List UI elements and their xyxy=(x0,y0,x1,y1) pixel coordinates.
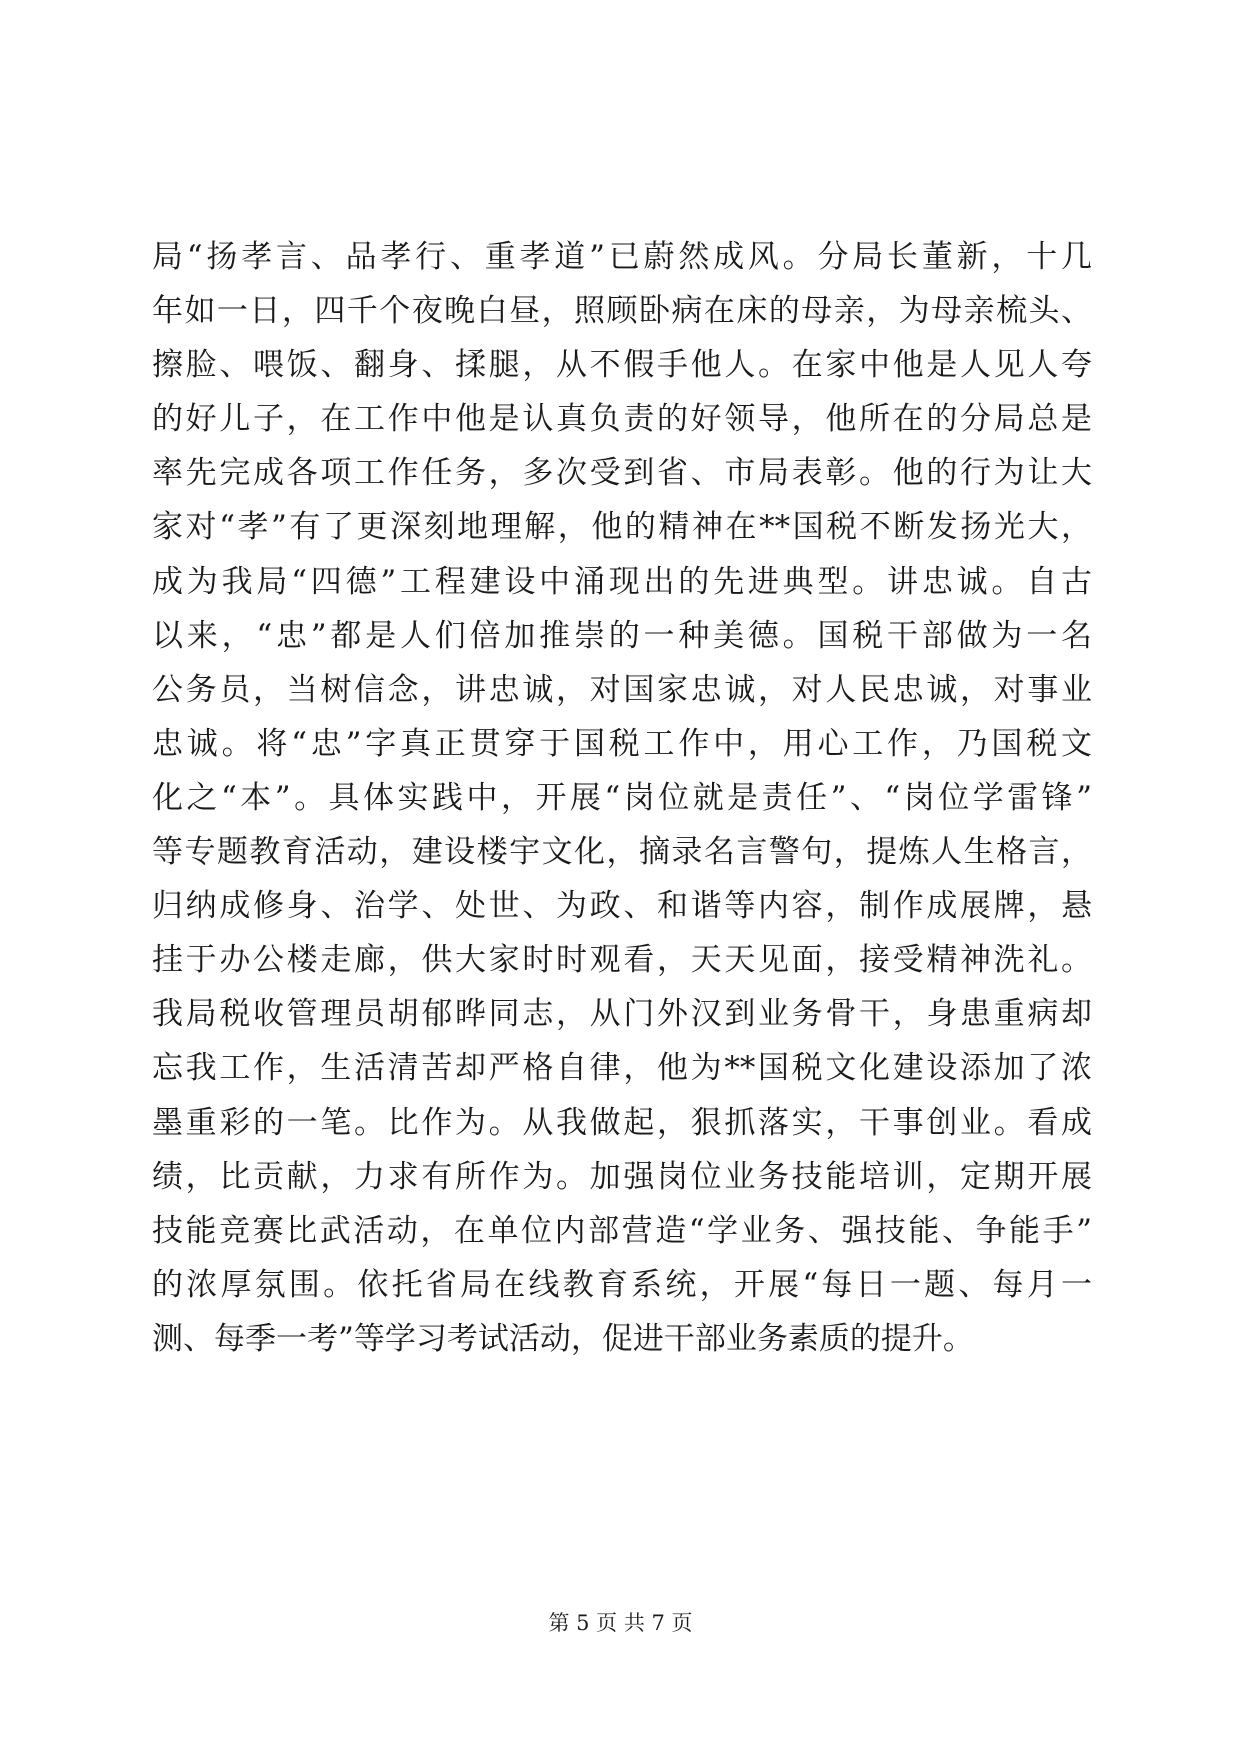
text-line: 技能竞赛比武活动，在单位内部营造“学业务、强技能、争能手” xyxy=(152,1212,1092,1249)
text-line: 等专题教育活动，建设楼宇文化，摘录名言警句，提炼人生格言， xyxy=(152,834,1092,871)
text-line: 绩，比贡献，力求有所作为。加强岗位业务技能培训，定期开展 xyxy=(152,1158,1092,1195)
page-footer: 第 5 页 共 7 页 xyxy=(548,1611,693,1635)
text-line: 擦脸、喂饭、翻身、揉腿，从不假手他人。在家中他是人见人夸 xyxy=(152,347,1092,384)
text-line: 的好儿子，在工作中他是认真负责的好领导，他所在的分局总是 xyxy=(152,401,1092,438)
text-line: 化之“本”。具体实践中，开展“岗位就是责任”、“岗位学雷锋” xyxy=(152,779,1092,816)
text-line: 成为我局“四德”工程建设中涌现出的先进典型。讲忠诚。自古 xyxy=(152,563,1092,600)
text-line: 我局税收管理员胡郁晔同志，从门外汉到业务骨干，身患重病却 xyxy=(152,996,1092,1033)
text-line: 家对“孝”有了更深刻地理解，他的精神在**国税不断发扬光大， xyxy=(152,509,1092,546)
text-line: 局“扬孝言、品孝行、重孝道”已蔚然成风。分局长董新，十几 xyxy=(152,239,1092,275)
text-line: 测、每季一考”等学习考试活动，促进干部业务素质的提升。 xyxy=(152,1320,974,1357)
text-line: 公务员，当树信念，讲忠诚，对国家忠诚，对人民忠诚，对事业 xyxy=(152,671,1092,708)
text-line: 挂于办公楼走廊，供大家时时观看，天天见面，接受精神洗礼。 xyxy=(152,942,1092,979)
text-line: 率先完成各项工作任务，多次受到省、市局表彰。他的行为让大 xyxy=(152,455,1092,492)
text-line: 忠诚。将“忠”字真正贯穿于国税工作中，用心工作，乃国税文 xyxy=(152,725,1092,762)
body-text xyxy=(152,230,1092,1366)
text-line: 忘我工作，生活清苦却严格自律，他为**国税文化建设添加了浓 xyxy=(152,1050,1092,1087)
text-line: 墨重彩的一笔。比作为。从我做起，狠抓落实，干事创业。看成 xyxy=(152,1104,1092,1141)
text-line: 以来，“忠”都是人们倍加推崇的一种美德。国税干部做为一名 xyxy=(152,617,1092,654)
text-line: 的浓厚氛围。依托省局在线教育系统，开展“每日一题、每月一 xyxy=(152,1266,1092,1303)
text-line: 年如一日，四千个夜晚白昼，照顾卧病在床的母亲，为母亲梳头、 xyxy=(152,293,1092,330)
text-line: 归纳成修身、治学、处世、为政、和谐等内容，制作成展牌，悬 xyxy=(152,888,1092,925)
